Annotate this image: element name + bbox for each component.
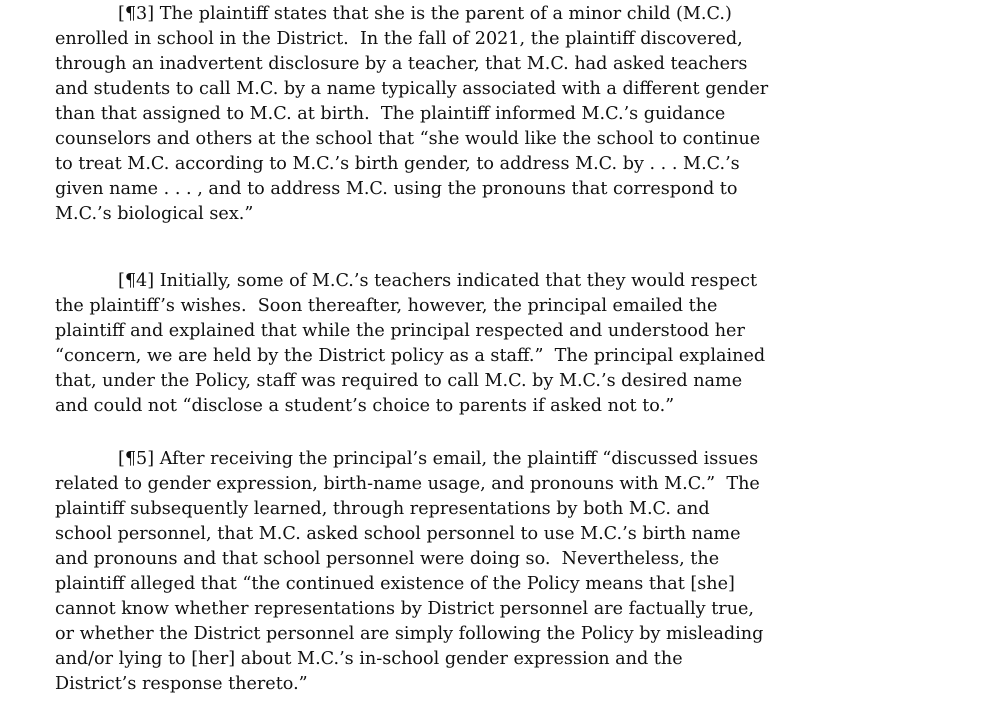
paragraph-line: enrolled in school in the District. In the fall of 2021, the plaintiff discovered, [55,29,743,49]
paragraph-line: related to gender expression, birth-name usage, and pronouns with M.C.” The [55,474,760,494]
paragraph-line: given name . . . , and to address M.C. using the pronouns that correspond to [55,179,738,199]
paragraph-5 [55,447,955,697]
paragraph-marker: [¶5] [118,449,155,469]
paragraph-line: than that assigned to M.C. at birth. The plaintiff informed M.C.’s guidance [55,104,726,124]
paragraph-line: plaintiff subsequently learned, through representations by both M.C. and [55,499,710,519]
paragraph-line: and pronouns and that school personnel were doing so. Nevertheless, the [55,549,720,569]
paragraph-line: [¶3] The plaintiff states that she is the parent of a minor child (M.C.) [118,4,732,24]
paragraph-marker: [¶4] [118,271,155,291]
paragraph-line: and could not “disclose a student’s choice to parents if asked not to.” [55,396,675,416]
paragraph-4 [55,269,955,419]
paragraph-line: the plaintiff’s wishes. Soon thereafter, however, the principal emailed the [55,296,718,316]
paragraph-line: through an inadvertent disclosure by a teacher, that M.C. had asked teachers [55,54,748,74]
paragraph-marker: [¶3] [118,4,155,24]
paragraph-line: “concern, we are held by the District policy as a staff.” The principal explained [55,346,766,366]
paragraph-line: [¶5] After receiving the principal’s email, the plaintiff “discussed issues [118,449,759,469]
paragraph-line: school personnel, that M.C. asked school personnel to use M.C.’s birth name [55,524,741,544]
paragraph-line: [¶4] Initially, some of M.C.’s teachers indicated that they would respect [118,271,758,291]
paragraph-line: to treat M.C. according to M.C.’s birth gender, to address M.C. by . . . M.C.’s [55,154,740,174]
paragraph-line: M.C.’s biological sex.” [55,204,254,224]
paragraph-line: that, under the Policy, staff was required to call M.C. by M.C.’s desired name [55,371,743,391]
paragraph-line: District’s response thereto.” [55,674,308,694]
paragraph-line: and/or lying to [her] about M.C.’s in-school gender expression and the [55,649,683,669]
paragraph-line: counselors and others at the school that “she would like the school to continue [55,129,761,149]
paragraph-line: plaintiff alleged that “the continued existence of the Policy means that [she] [55,574,735,594]
paragraph-3 [55,2,955,227]
paragraph-line: and students to call M.C. by a name typically associated with a different gender [55,79,769,99]
paragraph-line: plaintiff and explained that while the principal respected and understood her [55,321,745,341]
paragraph-line: or whether the District personnel are simply following the Policy by misleading [55,624,764,644]
paragraph-line: cannot know whether representations by District personnel are factually true, [55,599,755,619]
